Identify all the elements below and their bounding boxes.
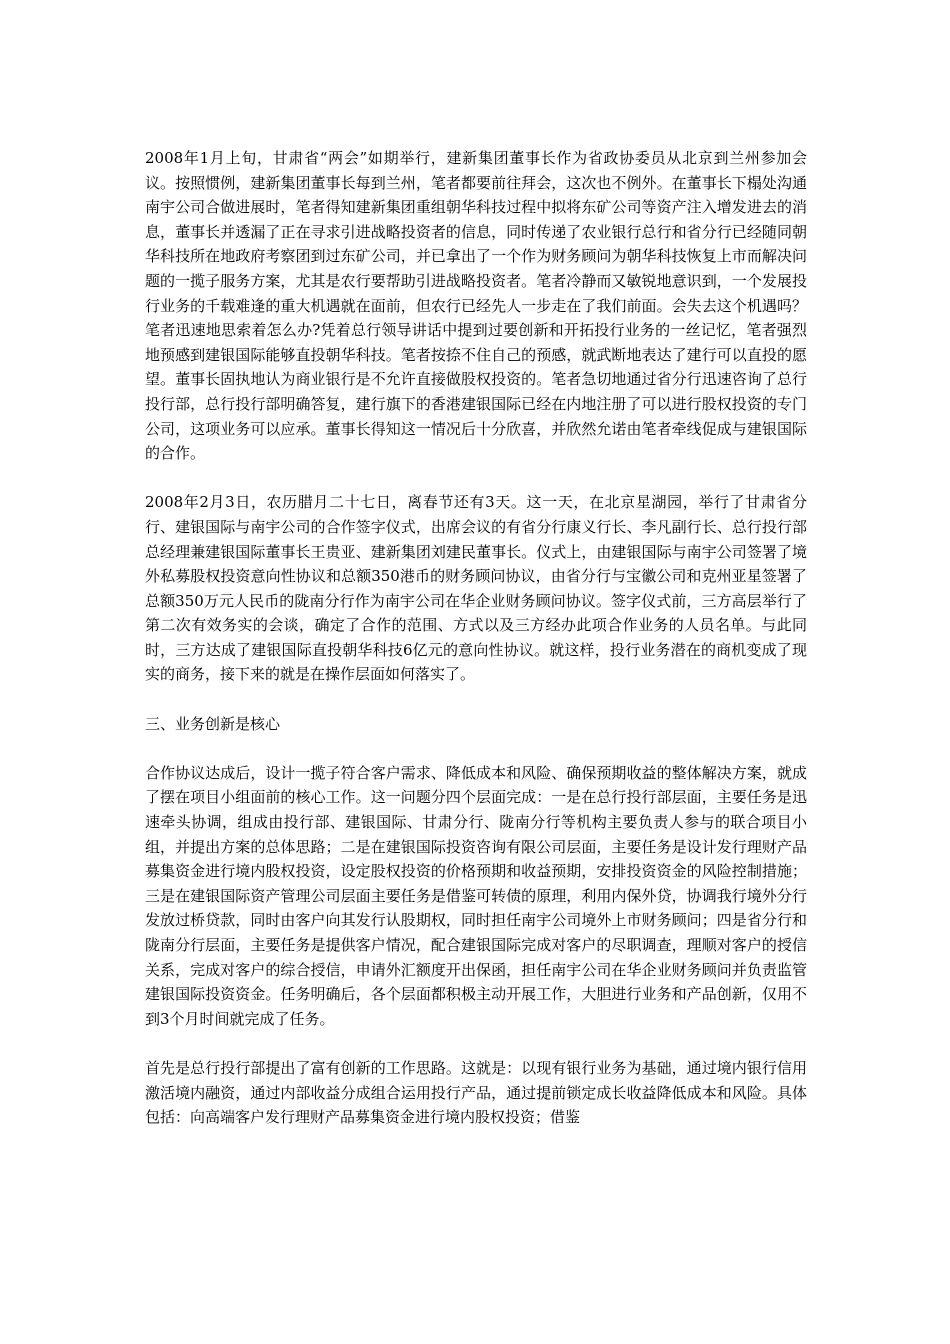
paragraph-signing-ceremony: 2008年2月3日，农历腊月二十七日，离春节还有3天。这一天，在北京星湖园，举行了甘肃省分行、建银国际与南宇公司的合作签字仪式，出席会议的有省分行康义行长、李凡副行长、总行投行部总经理兼建银国际董事长王贵亚、建新集团刘建民董事长。仪式上，由建银国际与南宇公司签署了境外私募股权投资意向性协议和总额350港币的财务顾问协议，由省分行与宝徽公司和克州亚星签署了总额350万元人民币的陇南分行作为南宇公司在华企业财务顾问协议。签字仪式前，三方高层举行了第二次有效务实的会谈，确定了合作的范围、方式以及三方经办此项合作业务的人员名单。与此同时，三方达成了建银国际直投朝华科技6亿元的意向性协议。就这样，投行业务潜在的商机变成了现实的商务，接下来的就是在操作层面如何落实了。 bbox=[145, 493, 807, 684]
document-body bbox=[145, 146, 807, 1154]
paragraph-intro-meeting: 2008年1月上旬，甘肃省“两会”如期举行，建新集团董事长作为省政协委员从北京到兰州参加会议。按照惯例，建新集团董事长每到兰州，笔者都要前往拜会，这次也不例外。在董事长下榻处沟通南宇公司合做进展时，笔者得知建新集团重组朝华科技过程中拟将东矿公司等资产注入增发进去的消息，董事长并透漏了正在寻求引进战略投资者的信息，同时传递了农业银行总行和省分行已经随同朝华科技所在地政府考察团到过东矿公司，并已拿出了一个作为财务顾问为朝华科技恢复上市而解决问题的一揽子服务方案，尤其是农行要帮助引进战略投资者。笔者冷静而又敏锐地意识到，一个发展投行业务的千载难逢的重大机遇就在面前，但农行已经先人一步走在了我们前面。会失去这个机遇吗？笔者迅速地思索着怎么办?凭着总行领导讲话中提到过要创新和开拓投行业务的一丝记忆，笔者强烈地预感到建银国际能够直投朝华科技。笔者按捺不住自己的预感，就武断地表达了建行可以直投的愿望。董事长固执地认为商业银行是不允许直接做股权投资的。笔者急切地通过省分行迅速咨询了总行投行部，总行投行部明确答复，建行旗下的香港建银国际已经在内地注册了可以进行股权投资的专门公司，这项业务可以应承。董事长得知这一情况后十分欣喜，并欣然允诺由笔者牵线促成与建银国际的合作。 bbox=[145, 149, 807, 463]
section-heading: 三、业务创新是核心 bbox=[145, 714, 281, 733]
paragraph-solution-design: 合作协议达成后，设计一揽子符合客户需求、降低成本和风险、确保预期收益的整体解决方案，就成了摆在项目小组面前的核心工作。这一问题分四个层面完成：一是在总行投行部层面，主要任务是迅速牵头协调，组成由投行部、建银国际、甘肃分行、陇南分行等机构主要负责人参与的联合项目小组，并提出方案的总体思路；二是在建银国际投资咨询有限公司层面，主要任务是设计发行理财产品募集资金进行境内股权投资，设定股权投资的价格预期和收益预期，安排投资资金的风险控制措施；三是在建银国际资产管理公司层面主要任务是借鉴可转债的原理，利用内保外贷，协调我行境外分行发放过桥贷款，同时由客户向其发行认股期权，同时担任南宇公司境外上市财务顾问；四是省分行和陇南分行层面，主要任务是提供客户情况，配合建银国际完成对客户的尽职调查，理顺对客户的授信关系，完成对客户的综合授信，申请外汇额度开出保函，担任南宇公司在华企业财务顾问并负责监管建银国际投资资金。任务明确后，各个层面都积极主动开展工作，大胆进行业务和产品创新，仅用不到3个月时间就完成了任务。 bbox=[145, 763, 807, 1028]
paragraph-innovation-approach: 首先是总行投行部提出了富有创新的工作思路。这就是：以现有银行业务为基础，通过境内银行信用激活境内融资，通过内部收益分成组合运用投行产品，通过提前锁定成长收益降低成本和风险。具体包括：向高端客户发行理财产品募集资金进行境内股权投资；借鉴 bbox=[145, 1058, 807, 1127]
